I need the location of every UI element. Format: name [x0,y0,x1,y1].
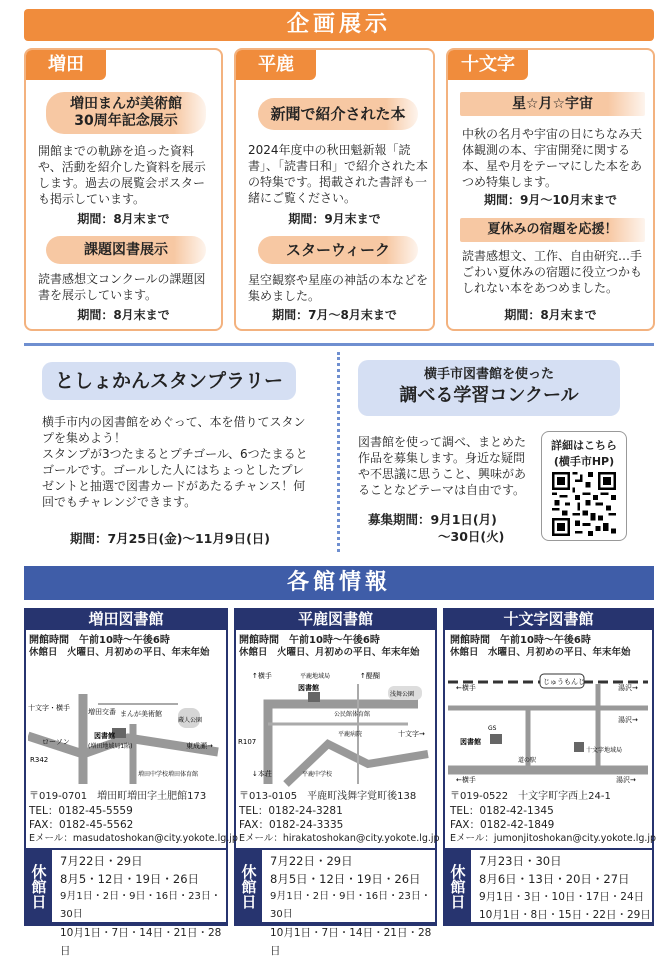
map-label: (増田地域局1階) [88,743,133,750]
exhibit-title: 夏休みの宿題を応援！ [460,218,645,242]
map-label: 平鹿地域局 [300,673,331,680]
exhibit-period: 期間：7月～8月末まで [272,308,397,322]
stamp-rally-body: 横手市内の図書館をめぐって、本を借りてスタンプを集めよう！ スタンプが3つたまるとプチゴール、6つたまるとゴールです。ゴールした人にはちょっとしたプレゼントと抽選で図書カードがあたるチャンス！何回でもチャレンジできます。 [42,415,308,509]
map-label: 増田体育館 [168,771,199,778]
exhibit-body: 星空観察や星座の神話の本などを集めました。 [248,273,429,303]
closed-days-list [262,850,435,957]
exhibit-title: 新聞で紹介された本 [258,98,418,130]
library-email: Eメール：masudatoshokan@city.yokote.lg.jp [29,833,238,844]
closed-days-list [471,850,651,922]
masuda-map [28,664,224,788]
exhibit-body: 開館までの軌跡を追った資料や、活動を紹介した資料を展示します。過去の展覧会ポスターも掲示しています。 [38,144,206,206]
exhibit-body: 読書感想文コンクールの課題図書を展示しています。 [38,272,206,302]
closed-date: 9月1日・2日・9日・16日・23日・30日 [60,891,221,920]
closed-date: 8月6日・13日・20日・27日 [479,872,630,886]
map-label: ローソン [42,738,70,746]
closed-days-list [52,850,226,957]
map-label: 浅舞公園 [390,691,415,698]
exhibit-title-line: 増田まんが美術館 [70,96,182,112]
stamp-rally-title: としょかんスタンプラリー [42,362,296,400]
map-label: 十文字地域局 [586,747,623,754]
exhibit-title: 課題図書展示 [46,236,206,264]
exhibit-title [46,92,206,134]
closed-date: 7月23日・30日 [479,854,562,868]
map-label: 湯沢→ [616,776,636,784]
map-label: 公民館体育館 [334,711,371,718]
closed-days-label: 休館日 [26,850,52,922]
exhibit-card-jumonji [446,48,655,331]
exhibit-period: 期間：8月末まで [77,212,170,226]
map-label: 増田中学校 [138,771,169,778]
library-closed-rule: 休館日 火曜日、月初めの平日、年末年始 [29,647,210,658]
map-label: 東成瀬→ [186,742,213,750]
map-label: ←横手 [456,684,476,692]
section-banner-exhibits [24,9,654,41]
exhibit-period: 期間：9月末まで [288,212,381,226]
library-email: Eメール：hirakatoshokan@city.yokote.lg.jp [239,833,440,844]
library-postal: 〒019-0522 十文字町字西上24-1 [450,791,611,802]
map-label: 道の駅 [518,757,537,764]
card-tag: 増田 [26,50,106,80]
library-tel: TEL：0182-42-1345 [450,805,554,817]
map-label: 平鹿中学校 [302,771,333,778]
card-tag: 平鹿 [236,50,316,80]
library-postal: 〒013-0105 平鹿町浅舞字覚町後138 [239,791,417,802]
library-name: 平鹿図書館 [234,608,437,630]
library-hours: 開館時間 午前10時～午後6時 [239,635,380,646]
library-closed-rule: 休館日 水曜日、月初めの平日、年末年始 [450,647,631,658]
hiraka-map [238,664,434,788]
section-title: 各館情報 [286,570,391,595]
qr-label: 詳細はこちら [551,439,617,452]
map-label: ↑醍醐 [360,672,380,680]
closed-date: 10月1日・8日・15日・22日・29日 [479,909,651,921]
library-fax: FAX：0182-42-1849 [450,819,555,831]
section-banner-libraries [24,566,654,600]
map-label: 十文字・横手 [28,704,70,712]
qr-label-sub: (横手市HP) [553,455,615,468]
library-tel: TEL：0182-24-3281 [239,805,343,817]
closed-date: 10月1日・7日・14日・21日・28日 [270,927,432,957]
library-postal: 〒019-0701 増田町増田字土肥館173 [29,791,207,802]
library-name: 増田図書館 [24,608,228,630]
exhibit-title: スターウィーク [258,236,418,264]
library-name: 十文字図書館 [443,608,654,630]
contest-title [358,360,620,416]
closed-date: 8月5日・12日・19日・26日 [270,872,421,886]
section-divider [24,343,654,346]
closed-date: 8月5・12日・19日・26日 [60,872,200,886]
exhibit-period: 期間：8月末まで [504,308,597,322]
closed-date: 7月22日・29日 [60,854,143,868]
map-label: 増田交番 [88,708,116,716]
map-label: 図書館 [298,684,319,692]
library-tel: TEL：0182-45-5559 [29,805,133,817]
closed-days-label: 休館日 [236,850,262,922]
closed-date: 7月22日・29日 [270,854,353,868]
library-closed-rule: 休館日 火曜日、月初めの平日、年末年始 [239,647,420,658]
contest-title-small: 横手市図書館を使った [423,367,554,382]
qr-box[interactable] [541,431,627,541]
closed-days-box [234,848,437,957]
exhibit-title-line: 30周年記念展示 [74,113,178,129]
map-label: ←横手 [456,776,476,784]
map-label: 図書館 [94,732,115,740]
map-label: ↑横手 [252,672,272,680]
jumonji-map [448,664,650,788]
stamp-rally-period: 期間：7月25日(金)～11月9日(日) [69,531,271,546]
library-hours: 開館時間 午前10時～午後6時 [450,635,591,646]
exhibit-period: 期間：9月～10月末まで [483,193,618,207]
dotted-divider [337,352,340,552]
library-fax: FAX：0182-45-5562 [29,819,134,831]
exhibit-body: 中秋の名月や宇宙の日にちなみ天体観測の本、宇宙開発に関する本、星や月をテーマにした本をあつめ特集します。 [462,127,643,189]
closed-days-box [24,848,228,957]
map-label: R342 [30,756,49,764]
map-label: ↓本荘 [252,770,272,778]
map-label: 図書館 [460,738,481,746]
map-label: 湯沢→ [618,716,638,724]
exhibit-card-hiraka [234,48,435,331]
exhibit-body: 2024年度中の秋田魁新報「読書」、「読書日和」で紹介された本の特集です。掲載された書評も一緒にご覧ください。 [248,143,429,205]
closed-date: 9月1日・3日・10日・17日・24日 [479,891,645,903]
exhibit-title: 星☆月☆宇宙 [460,92,645,116]
section-title: 企画展示 [286,12,391,37]
closed-days-box [443,848,654,924]
library-hours: 開館時間 午前10時～午後6時 [29,635,170,646]
contest-title-large: 調べる学習コンクール [399,385,579,406]
closed-date: 9月1日・2日・9日・16日・23日・30日 [270,891,431,920]
exhibit-card-masuda [24,48,223,331]
qr-code-icon[interactable] [552,472,616,536]
map-label: GS [488,725,497,732]
library-fax: FAX：0182-24-3335 [239,819,344,831]
library-email: Eメール：jumonjitoshokan@city.yokote.lg.jp [450,833,657,844]
contest-period-line1: 募集期間：9月1日(月) [368,512,497,527]
map-label: 十文字→ [398,730,425,738]
contest-period-line2: ～30日(火) [438,529,505,544]
closed-date: 10月1日・7日・14日・21日・28日 [60,927,222,957]
map-label: 湯沢→ [618,684,638,692]
card-tag: 十文字 [448,50,528,80]
map-label: まんが美術館 [120,710,162,718]
map-label: 蔵人公園 [178,717,203,724]
map-label: R107 [238,738,257,746]
contest-body: 図書館を使って調べ、まとめた作品を募集します。身近な疑問や不思議に思うこと、興味があることなどテーマは自由です。 [358,435,527,497]
exhibit-period: 期間：8月末まで [77,308,170,322]
exhibit-body: 読書感想文、工作、自由研究…手ごわい夏休みの宿題に役立つかもしれない本をあつめました。 [462,249,643,295]
map-label: 平鹿病院 [338,731,363,738]
closed-days-label: 休館日 [445,850,471,922]
map-label: じゅうもんじ [543,678,585,686]
